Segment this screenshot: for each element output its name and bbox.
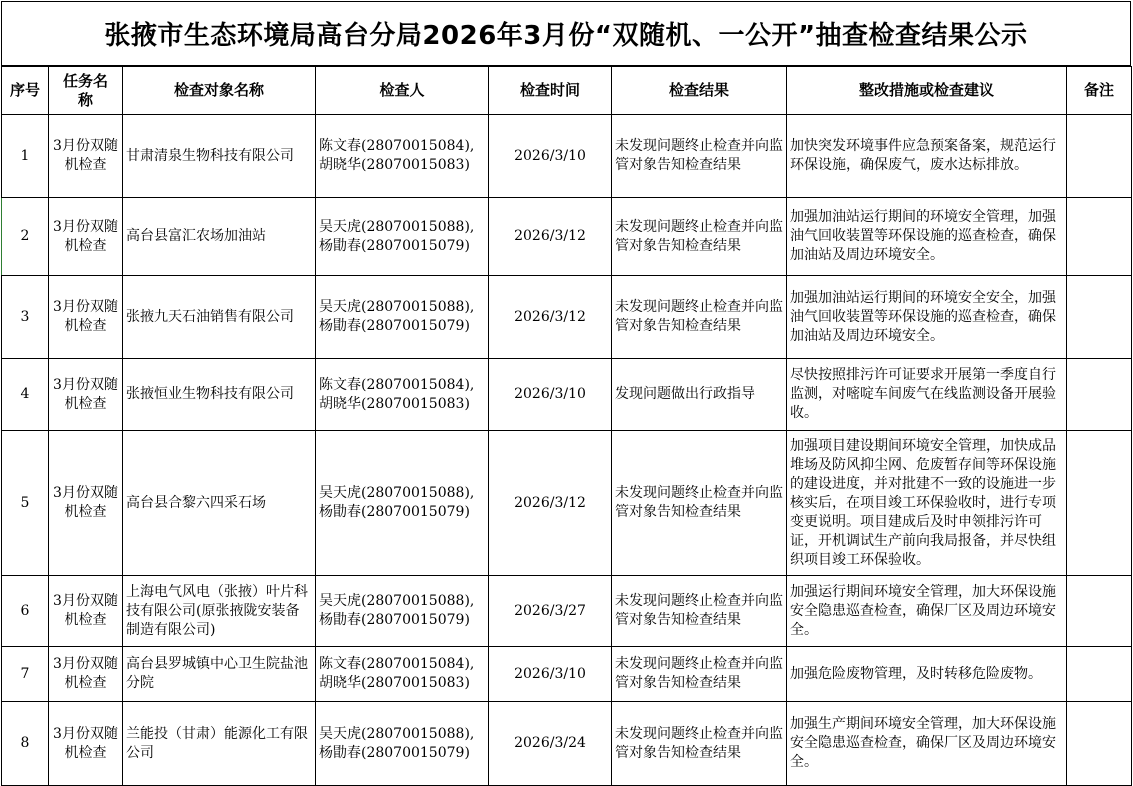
cell-target[interactable]: 高台县富汇农场加油站: [123, 198, 316, 276]
cell-seq[interactable]: 3: [2, 276, 49, 359]
header-result[interactable]: 检查结果: [612, 67, 787, 115]
cell-result[interactable]: 未发现问题终止检查并向监管对象告知检查结果: [612, 647, 787, 702]
cell-result[interactable]: 未发现问题终止检查并向监管对象告知检查结果: [612, 198, 787, 276]
cell-inspector[interactable]: 吴天虎(28070015088),杨勖春(28070015079): [316, 198, 489, 276]
cell-seq[interactable]: 2: [2, 198, 49, 276]
cell-seq[interactable]: 6: [2, 576, 49, 647]
header-measures[interactable]: 整改措施或检查建议: [787, 67, 1067, 115]
cell-target[interactable]: 上海电气风电（张掖）叶片科技有限公司(原张掖陇安装备制造有限公司): [123, 576, 316, 647]
cell-task[interactable]: 3月份双随机检查: [49, 576, 123, 647]
cell-target[interactable]: 高台县合黎六四采石场: [123, 431, 316, 576]
header-target[interactable]: 检查对象名称: [123, 67, 316, 115]
cell-inspector[interactable]: 吴天虎(28070015088),杨勖春(28070015079): [316, 576, 489, 647]
cell-remarks[interactable]: [1067, 702, 1132, 786]
cell-result[interactable]: 未发现问题终止检查并向监管对象告知检查结果: [612, 115, 787, 198]
cell-time[interactable]: 2026/3/12: [489, 198, 612, 276]
cell-target[interactable]: 甘肃清泉生物科技有限公司: [123, 115, 316, 198]
cell-remarks[interactable]: [1067, 276, 1132, 359]
cell-remarks[interactable]: [1067, 431, 1132, 576]
cell-task[interactable]: 3月份双随机检查: [49, 431, 123, 576]
cell-target[interactable]: 兰能投（甘肃）能源化工有限公司: [123, 702, 316, 786]
cell-task[interactable]: 3月份双随机检查: [49, 115, 123, 198]
cell-seq[interactable]: 4: [2, 359, 49, 431]
cell-measures[interactable]: 加快突发环境事件应急预案备案，规范运行环保设施，确保废气，废水达标排放。: [787, 115, 1067, 198]
cell-result[interactable]: 未发现问题终止检查并向监管对象告知检查结果: [612, 576, 787, 647]
cell-measures[interactable]: 尽快按照排污许可证要求开展第一季度自行监测，对嘧啶车间废气在线监测设备开展验收。: [787, 359, 1067, 431]
cell-inspector[interactable]: 吴天虎(28070015088),杨勖春(28070015079): [316, 276, 489, 359]
table-row: [2, 702, 1132, 786]
table-row: [2, 576, 1132, 647]
cell-measures[interactable]: 加强运行期间环境安全管理，加大环保设施安全隐患巡查检查，确保厂区及周边环境安全。: [787, 576, 1067, 647]
table-row: [2, 276, 1132, 359]
cell-inspector[interactable]: 吴天虎(28070015088),杨勖春(28070015079): [316, 702, 489, 786]
cell-result[interactable]: 未发现问题终止检查并向监管对象告知检查结果: [612, 702, 787, 786]
cell-inspector[interactable]: 吴天虎(28070015088),杨勖春(28070015079): [316, 431, 489, 576]
cell-time[interactable]: 2026/3/10: [489, 647, 612, 702]
cell-time[interactable]: 2026/3/12: [489, 276, 612, 359]
cell-time[interactable]: 2026/3/27: [489, 576, 612, 647]
cell-measures[interactable]: 加强危险废物管理，及时转移危险废物。: [787, 647, 1067, 702]
cell-result[interactable]: 发现问题做出行政指导: [612, 359, 787, 431]
cell-target[interactable]: 高台县罗城镇中心卫生院盐池分院: [123, 647, 316, 702]
cell-seq[interactable]: 1: [2, 115, 49, 198]
header-task[interactable]: 任务名称: [49, 67, 123, 115]
cell-task[interactable]: 3月份双随机检查: [49, 276, 123, 359]
cell-remarks[interactable]: [1067, 647, 1132, 702]
cell-measures[interactable]: 加强生产期间环境安全管理，加大环保设施安全隐患巡查检查，确保厂区及周边环境安全。: [787, 702, 1067, 786]
cell-seq[interactable]: 7: [2, 647, 49, 702]
cell-inspector[interactable]: 陈文春(28070015084),胡晓华(28070015083): [316, 115, 489, 198]
page-title: 张掖市生态环境局高台分局2026年3月份“双随机、一公开”抽查检查结果公示: [1, 1, 1131, 66]
cell-target[interactable]: 张掖恒业生物科技有限公司: [123, 359, 316, 431]
cell-task[interactable]: 3月份双随机检查: [49, 647, 123, 702]
cell-task[interactable]: 3月份双随机检查: [49, 359, 123, 431]
table-row: [2, 198, 1132, 276]
cell-seq[interactable]: 5: [2, 431, 49, 576]
cell-time[interactable]: 2026/3/24: [489, 702, 612, 786]
header-inspector[interactable]: 检查人: [316, 67, 489, 115]
cell-inspector[interactable]: 陈文春(28070015084),胡晓华(28070015083): [316, 647, 489, 702]
cell-remarks[interactable]: [1067, 359, 1132, 431]
cell-task[interactable]: 3月份双随机检查: [49, 198, 123, 276]
cell-remarks[interactable]: [1067, 198, 1132, 276]
cell-remarks[interactable]: [1067, 115, 1132, 198]
header-remarks[interactable]: 备注: [1067, 67, 1132, 115]
cell-result[interactable]: 未发现问题终止检查并向监管对象告知检查结果: [612, 276, 787, 359]
cell-time[interactable]: 2026/3/10: [489, 359, 612, 431]
cell-seq[interactable]: 8: [2, 702, 49, 786]
cell-target[interactable]: 张掖九天石油销售有限公司: [123, 276, 316, 359]
cell-time[interactable]: 2026/3/12: [489, 431, 612, 576]
cell-result[interactable]: 未发现问题终止检查并向监管对象告知检查结果: [612, 431, 787, 576]
table-row: [2, 115, 1132, 198]
table-row: [2, 359, 1132, 431]
table-row: [2, 647, 1132, 702]
cell-remarks[interactable]: [1067, 576, 1132, 647]
inspection-results-table: [1, 66, 1132, 786]
header-row: [2, 67, 1132, 115]
cell-task[interactable]: 3月份双随机检查: [49, 702, 123, 786]
cell-time[interactable]: 2026/3/10: [489, 115, 612, 198]
cell-measures[interactable]: 加强加油站运行期间的环境安全安全，加强油气回收装置等环保设施的巡查检查，确保加油站及周边环境安全。: [787, 276, 1067, 359]
cell-measures[interactable]: 加强项目建设期间环境安全管理，加快成品堆场及防风抑尘网、危废暂存间等环保设施的建设进度，并对批建不一致的设施进一步核实后，在项目竣工环保验收时，进行专项变更说明。项目建成后及时申领排污许可证，开机调试生产前向我局报备，并尽快组织项目竣工环保验收。: [787, 431, 1067, 576]
header-time[interactable]: 检查时间: [489, 67, 612, 115]
cell-inspector[interactable]: 陈文春(28070015084),胡晓华(28070015083): [316, 359, 489, 431]
cell-measures[interactable]: 加强加油站运行期间的环境安全管理，加强油气回收装置等环保设施的巡查检查，确保加油站及周边环境安全。: [787, 198, 1067, 276]
header-seq[interactable]: 序号: [2, 67, 49, 115]
table-row: [2, 431, 1132, 576]
